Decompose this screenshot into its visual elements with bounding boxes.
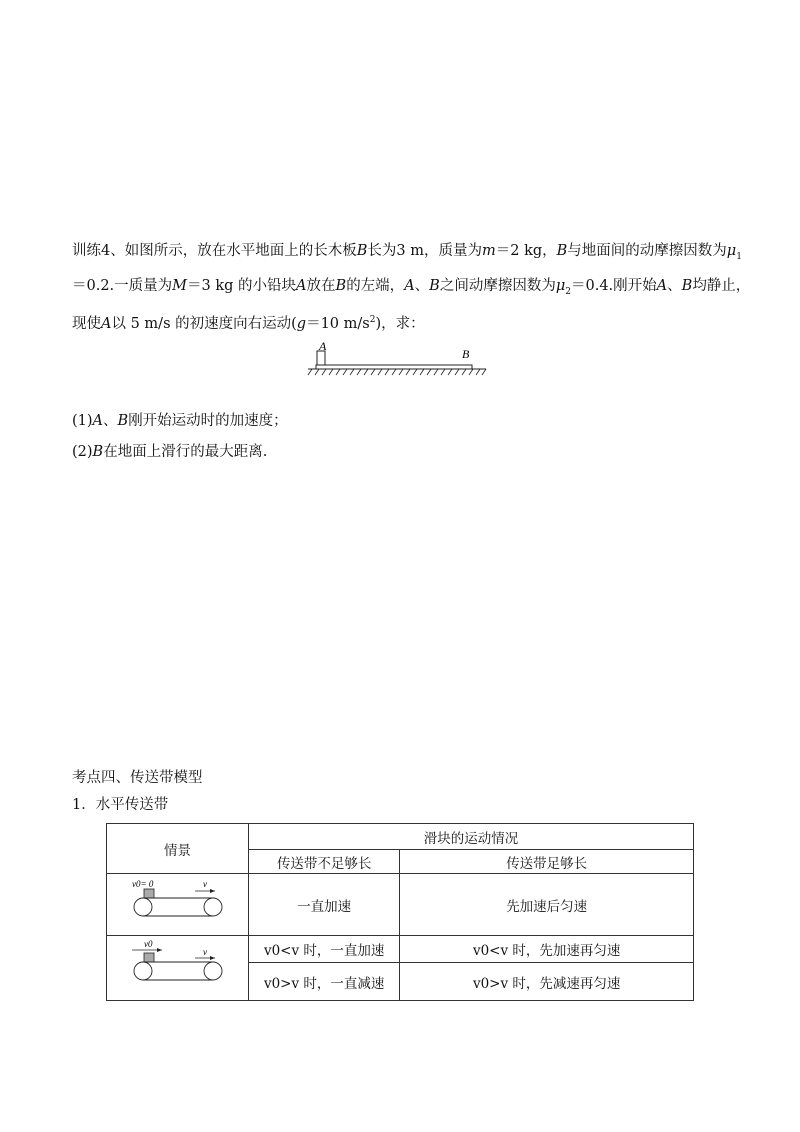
conveyor-diagram-2: [107, 936, 248, 996]
diag2-v0-arrowhead: [157, 948, 162, 952]
diag2-v0-label: v0: [144, 939, 153, 949]
header-long: 传送带足够长: [400, 850, 694, 874]
diag2-arrowhead: [210, 956, 215, 960]
diag2-block: [144, 953, 154, 962]
table-row: [107, 824, 694, 850]
diag1-right-roller: [204, 898, 222, 916]
diag2-left-roller: [134, 962, 152, 980]
question-2: (2)B在地面上滑行的最大距离.: [72, 444, 268, 460]
diag2-right-roller: [204, 962, 222, 980]
conveyor-diagram-1: [107, 874, 248, 931]
question-1: (1)A、B刚开始运动时的加速度；: [72, 413, 288, 429]
diag1-block: [144, 889, 154, 898]
cell-r2-long: v0<v 时，先加速再匀速: [400, 936, 694, 963]
cell-r1-long: 先加速后匀速: [400, 874, 694, 936]
board-figure: [300, 338, 490, 380]
table-row: [107, 936, 694, 963]
diag1-v-label: v: [203, 879, 207, 889]
cell-r3-long: v0>v 时，先减速再匀速: [400, 963, 694, 1001]
ground-hatching: [308, 369, 486, 375]
label-A: A: [319, 339, 327, 353]
block-A: [317, 351, 325, 365]
header-not-long: 传送带不足够长: [249, 850, 400, 874]
board-B: [316, 365, 472, 369]
section-subtitle: 1．水平传送带: [72, 797, 169, 813]
diag1-arrowhead: [210, 889, 215, 893]
header-scene: 情景: [107, 824, 249, 874]
table-row: [107, 874, 694, 936]
scene-diagram-1: [107, 874, 249, 936]
problem-line-2: ＝0.2.一质量为M＝3 kg 的小铅块A放在B的左端，A、B之间动摩擦因数为$\mu_2=0.4$.刚开始A、B均静止，: [72, 278, 751, 297]
scene-diagram-2: [107, 936, 249, 1001]
section-title: 考点四、传送带模型: [72, 770, 203, 786]
diag1-left-roller: [134, 898, 152, 916]
header-motion: 滑块的运动情况: [249, 824, 694, 850]
cell-r1-not-long: 一直加速: [249, 874, 400, 936]
cell-r3-not-long: v0>v 时，一直减速: [249, 963, 400, 1001]
cell-r2-not-long: v0<v 时，一直加速: [249, 936, 400, 963]
diag2-v-label: v: [203, 947, 207, 957]
label-B: B: [462, 347, 470, 361]
problem-line-3: 现使A以 5 m/s 的初速度向右运动(g＝10 $m/s^2$)，求：: [72, 315, 425, 332]
diag1-v0-label: v0= 0: [132, 879, 154, 889]
problem-line-1: 训练4、如图所示，放在水平地面上的长木板B长为3 m，质量为m＝2 kg，B与地面间的动摩擦因数为$\mu_1$: [72, 243, 742, 262]
conveyor-table: [106, 823, 694, 1001]
